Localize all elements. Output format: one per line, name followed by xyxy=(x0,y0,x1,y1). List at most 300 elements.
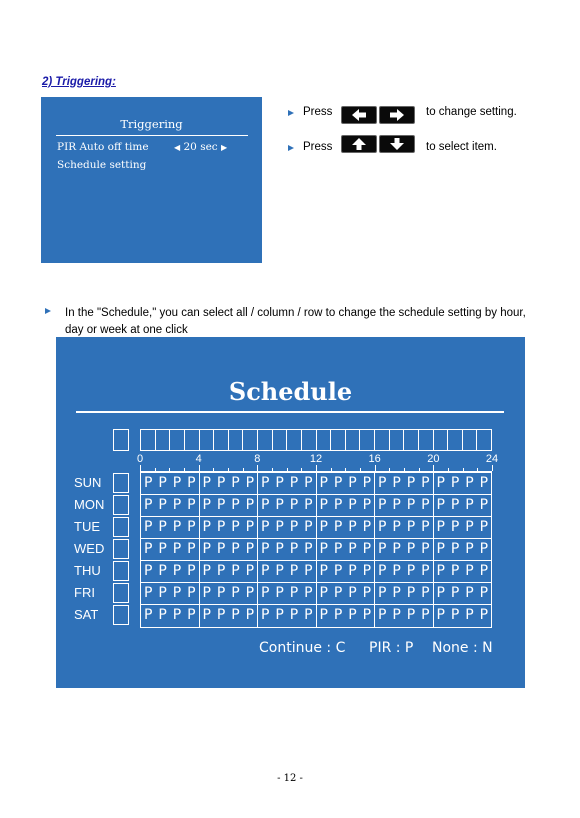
schedule-cell[interactable]: P xyxy=(143,519,153,535)
schedule-cell[interactable]: P xyxy=(245,497,255,513)
schedule-cell[interactable]: P xyxy=(406,563,416,579)
schedule-cell[interactable]: P xyxy=(304,475,313,491)
schedule-cell[interactable]: P xyxy=(275,497,284,513)
schedule-cell[interactable]: P xyxy=(289,541,299,557)
schedule-cell[interactable]: P xyxy=(158,475,167,491)
schedule-cell[interactable]: P xyxy=(436,497,445,513)
bullet-icon xyxy=(288,110,294,116)
schedule-cell[interactable]: P xyxy=(143,541,153,557)
schedule-cell[interactable]: P xyxy=(231,519,240,535)
schedule-cell[interactable]: P xyxy=(158,585,167,601)
day-row-selector[interactable] xyxy=(113,561,129,581)
schedule-cell[interactable]: P xyxy=(304,563,313,579)
hour-group xyxy=(141,583,200,604)
divider xyxy=(56,135,248,136)
schedule-cell[interactable]: P xyxy=(436,563,445,579)
hour-group xyxy=(317,473,376,494)
hour-column-box[interactable] xyxy=(404,430,419,450)
hour-column-selector[interactable] xyxy=(140,429,492,451)
schedule-cell[interactable]: P xyxy=(333,585,343,601)
schedule-cell[interactable]: P xyxy=(260,519,270,535)
schedule-cell[interactable]: P xyxy=(319,607,328,623)
schedule-cell[interactable]: P xyxy=(304,585,313,601)
schedule-cell[interactable]: P xyxy=(333,541,343,557)
select-item-text: to select item. xyxy=(426,141,497,153)
change-setting-text: to change setting. xyxy=(426,106,517,118)
schedule-cell[interactable]: P xyxy=(231,563,240,579)
day-row-selector[interactable] xyxy=(113,473,129,493)
schedule-cell[interactable]: P xyxy=(187,475,196,491)
schedule-cell[interactable]: P xyxy=(377,585,387,601)
schedule-cell[interactable]: P xyxy=(260,497,270,513)
right-arrow-icon: ▶ xyxy=(221,143,228,152)
schedule-cell[interactable]: P xyxy=(275,541,284,557)
schedule-cell[interactable]: P xyxy=(465,519,474,535)
hour-label: 16 xyxy=(368,453,381,465)
schedule-cell[interactable]: P xyxy=(319,519,328,535)
hour-column-box[interactable] xyxy=(214,430,229,450)
schedule-cell[interactable]: P xyxy=(245,563,255,579)
schedule-cell[interactable]: P xyxy=(436,475,445,491)
schedule-cell[interactable]: P xyxy=(406,497,416,513)
schedule-cell[interactable]: P xyxy=(465,607,474,623)
day-label: SAT xyxy=(74,607,99,622)
schedule-cell[interactable]: P xyxy=(421,563,430,579)
hour-column-box[interactable] xyxy=(375,430,390,450)
ruler-tick xyxy=(316,465,317,471)
schedule-cell[interactable]: P xyxy=(362,497,372,513)
hour-group xyxy=(317,561,376,582)
hour-group xyxy=(141,517,200,538)
hour-column-box[interactable] xyxy=(477,430,491,450)
schedule-cell[interactable]: P xyxy=(392,475,401,491)
schedule-cell[interactable]: P xyxy=(479,563,489,579)
schedule-cell[interactable]: P xyxy=(421,607,430,623)
hour-column-box[interactable] xyxy=(170,430,185,450)
schedule-cell[interactable]: P xyxy=(319,563,328,579)
schedule-cell[interactable]: P xyxy=(377,563,387,579)
day-row-selector[interactable] xyxy=(113,495,129,515)
hour-column-box[interactable] xyxy=(273,430,288,450)
triggering-menu-panel xyxy=(41,97,262,263)
schedule-cell[interactable]: P xyxy=(348,541,357,557)
schedule-cell[interactable]: P xyxy=(465,563,474,579)
ruler-tick xyxy=(257,465,258,471)
schedule-cell[interactable]: P xyxy=(333,607,343,623)
hour-group xyxy=(141,473,200,494)
schedule-cell[interactable]: P xyxy=(392,585,401,601)
ruler-tick xyxy=(287,468,288,471)
day-row-selector[interactable] xyxy=(113,539,129,559)
hour-group xyxy=(375,605,434,627)
ruler-tick xyxy=(331,468,332,471)
schedule-cell[interactable]: P xyxy=(172,519,182,535)
schedule-cell[interactable]: P xyxy=(479,541,489,557)
pir-auto-off-time-value[interactable]: ◀ 20 sec ▶ xyxy=(174,141,228,153)
hour-column-box[interactable] xyxy=(141,430,156,450)
schedule-row xyxy=(141,561,491,583)
ruler-tick xyxy=(213,468,214,471)
schedule-cell[interactable]: P xyxy=(377,607,387,623)
hour-group xyxy=(375,539,434,560)
schedule-cell[interactable]: P xyxy=(202,607,211,623)
schedule-cell[interactable]: P xyxy=(465,497,474,513)
hour-group xyxy=(141,495,200,516)
day-row-selector[interactable] xyxy=(113,517,129,537)
schedule-cell[interactable]: P xyxy=(333,497,343,513)
schedule-row xyxy=(141,473,491,495)
schedule-cell[interactable]: P xyxy=(421,475,430,491)
schedule-cell[interactable]: P xyxy=(436,541,445,557)
schedule-cell[interactable]: P xyxy=(333,563,343,579)
schedule-cell[interactable]: P xyxy=(275,607,284,623)
schedule-cell[interactable]: P xyxy=(319,497,328,513)
schedule-cell[interactable]: P xyxy=(450,497,460,513)
schedule-cell[interactable]: P xyxy=(392,497,401,513)
right-key-icon xyxy=(379,106,415,124)
schedule-cell[interactable]: P xyxy=(362,475,372,491)
hour-group xyxy=(434,539,492,560)
ruler-tick xyxy=(463,468,464,471)
hour-group xyxy=(434,561,492,582)
schedule-cell[interactable]: P xyxy=(348,475,357,491)
schedule-cell[interactable]: P xyxy=(304,541,313,557)
schedule-cell[interactable]: P xyxy=(260,475,270,491)
schedule-cell[interactable]: P xyxy=(216,519,226,535)
schedule-cell[interactable]: P xyxy=(216,541,226,557)
hour-label: 0 xyxy=(136,453,144,465)
hour-ruler xyxy=(140,465,492,472)
schedule-cell[interactable]: P xyxy=(172,607,182,623)
hour-group xyxy=(434,473,492,494)
schedule-cell[interactable]: P xyxy=(304,519,313,535)
schedule-row xyxy=(141,495,491,517)
schedule-cell[interactable]: P xyxy=(216,475,226,491)
schedule-cell[interactable]: P xyxy=(245,607,255,623)
hour-column-box[interactable] xyxy=(229,430,244,450)
schedule-cell[interactable]: P xyxy=(333,519,343,535)
schedule-cell[interactable]: P xyxy=(216,607,226,623)
hour-group xyxy=(258,605,317,627)
hour-column-box[interactable] xyxy=(302,430,317,450)
hour-group xyxy=(200,495,259,516)
schedule-cell[interactable]: P xyxy=(304,607,313,623)
hour-label: 8 xyxy=(254,453,261,465)
hour-column-box[interactable] xyxy=(419,430,434,450)
schedule-cell[interactable]: P xyxy=(436,519,445,535)
schedule-cell[interactable]: P xyxy=(421,519,430,535)
hour-column-box[interactable] xyxy=(346,430,361,450)
ruler-tick xyxy=(301,468,302,471)
hour-group xyxy=(200,539,259,560)
schedule-cell[interactable]: P xyxy=(260,585,270,601)
schedule-cell[interactable]: P xyxy=(362,519,372,535)
page-number: - 12 - xyxy=(277,773,303,784)
hour-group xyxy=(434,517,492,538)
day-row-selector[interactable] xyxy=(113,605,129,625)
schedule-row xyxy=(141,517,491,539)
schedule-cell[interactable]: P xyxy=(377,519,387,535)
hour-group xyxy=(258,539,317,560)
schedule-cell[interactable]: P xyxy=(479,497,489,513)
hour-group xyxy=(258,561,317,582)
hour-group xyxy=(200,473,259,494)
schedule-cell[interactable]: P xyxy=(216,585,226,601)
hour-group xyxy=(317,605,376,627)
ruler-tick xyxy=(345,468,346,471)
hour-column-box[interactable] xyxy=(360,430,375,450)
schedule-cell[interactable]: P xyxy=(202,585,211,601)
schedule-cell[interactable]: P xyxy=(377,541,387,557)
menu-item-pir-auto-off-time[interactable]: PIR Auto off time xyxy=(57,141,149,153)
schedule-cell[interactable]: P xyxy=(187,519,196,535)
schedule-cell[interactable]: P xyxy=(216,563,226,579)
hour-group xyxy=(258,495,317,516)
hour-group xyxy=(375,561,434,582)
schedule-cell[interactable]: P xyxy=(289,563,299,579)
legend-none: None : N xyxy=(432,640,493,656)
schedule-cell[interactable]: P xyxy=(187,563,196,579)
hour-group xyxy=(200,605,259,627)
schedule-cell[interactable]: P xyxy=(275,475,284,491)
ruler-tick xyxy=(492,465,493,471)
hour-group xyxy=(317,495,376,516)
hour-group xyxy=(200,583,259,604)
schedule-cell[interactable]: P xyxy=(202,519,211,535)
ruler-tick xyxy=(477,468,478,471)
schedule-cell[interactable]: P xyxy=(245,541,255,557)
schedule-cell[interactable]: P xyxy=(319,541,328,557)
schedule-cell[interactable]: P xyxy=(333,475,343,491)
hour-group xyxy=(141,539,200,560)
hour-column-box[interactable] xyxy=(185,430,200,450)
schedule-cell[interactable]: P xyxy=(479,475,489,491)
schedule-cell[interactable]: P xyxy=(406,519,416,535)
schedule-cell[interactable]: P xyxy=(377,497,387,513)
schedule-cell[interactable]: P xyxy=(275,585,284,601)
schedule-cell[interactable]: P xyxy=(187,541,196,557)
schedule-cell[interactable]: P xyxy=(348,563,357,579)
schedule-cell[interactable]: P xyxy=(158,519,167,535)
ruler-tick xyxy=(184,468,185,471)
hour-column-box[interactable] xyxy=(258,430,273,450)
schedule-cell[interactable]: P xyxy=(143,563,153,579)
ruler-tick xyxy=(243,468,244,471)
ruler-tick xyxy=(228,468,229,471)
schedule-cell[interactable]: P xyxy=(362,607,372,623)
day-label: SUN xyxy=(74,475,102,490)
schedule-cell[interactable]: P xyxy=(392,607,401,623)
schedule-cell[interactable]: P xyxy=(348,519,357,535)
hour-column-box[interactable] xyxy=(287,430,302,450)
schedule-cell[interactable]: P xyxy=(450,607,460,623)
schedule-cell[interactable]: P xyxy=(348,607,357,623)
section-title: 2) Triggering: xyxy=(42,76,116,88)
hour-group xyxy=(317,539,376,560)
schedule-cell[interactable]: P xyxy=(245,519,255,535)
press-label: Press xyxy=(303,106,333,118)
hour-column-box[interactable] xyxy=(317,430,332,450)
schedule-cell[interactable]: P xyxy=(304,497,313,513)
schedule-cell[interactable]: P xyxy=(275,563,284,579)
hour-label: 12 xyxy=(309,453,323,465)
day-label: THU xyxy=(74,563,101,578)
left-key-icon xyxy=(341,106,377,124)
ruler-tick xyxy=(140,465,141,471)
schedule-cell[interactable]: P xyxy=(450,475,460,491)
menu-item-schedule-setting[interactable]: Schedule setting xyxy=(57,159,147,171)
schedule-cell[interactable]: P xyxy=(289,585,299,601)
schedule-cell[interactable]: P xyxy=(231,607,240,623)
ruler-tick xyxy=(155,468,156,471)
hour-group xyxy=(200,561,259,582)
hour-column-box[interactable] xyxy=(243,430,258,450)
schedule-cell[interactable]: P xyxy=(406,541,416,557)
up-down-keys xyxy=(341,135,415,153)
ruler-tick xyxy=(360,468,361,471)
ruler-tick xyxy=(448,468,449,471)
hour-group xyxy=(317,517,376,538)
hour-group xyxy=(258,583,317,604)
schedule-cell[interactable]: P xyxy=(187,607,196,623)
schedule-cell[interactable]: P xyxy=(319,585,328,601)
schedule-cell[interactable]: P xyxy=(231,541,240,557)
hour-group xyxy=(434,605,492,627)
schedule-cell[interactable]: P xyxy=(392,563,401,579)
schedule-cell[interactable]: P xyxy=(172,475,182,491)
bullet-icon xyxy=(45,308,51,314)
schedule-row xyxy=(141,539,491,561)
schedule-cell[interactable]: P xyxy=(245,475,255,491)
left-right-keys xyxy=(341,106,415,124)
schedule-cell[interactable]: P xyxy=(289,607,299,623)
ruler-tick xyxy=(389,468,390,471)
schedule-cell[interactable]: P xyxy=(450,563,460,579)
hour-column-box[interactable] xyxy=(463,430,478,450)
schedule-cell[interactable]: P xyxy=(465,585,474,601)
ruler-tick xyxy=(404,468,405,471)
hour-group xyxy=(375,473,434,494)
schedule-cell[interactable]: P xyxy=(260,541,270,557)
hour-group xyxy=(375,583,434,604)
hour-label: 4 xyxy=(195,453,202,465)
schedule-cell[interactable]: P xyxy=(362,563,372,579)
schedule-cell[interactable]: P xyxy=(421,497,430,513)
schedule-cell[interactable]: P xyxy=(158,607,167,623)
hour-group xyxy=(141,561,200,582)
schedule-cell[interactable]: P xyxy=(450,519,460,535)
schedule-cell[interactable]: P xyxy=(158,541,167,557)
schedule-cell[interactable]: P xyxy=(348,585,357,601)
hour-group xyxy=(141,605,200,627)
schedule-cell[interactable]: P xyxy=(479,519,489,535)
press-label: Press xyxy=(303,141,333,153)
hour-column-box[interactable] xyxy=(448,430,463,450)
schedule-cell[interactable]: P xyxy=(362,585,372,601)
hour-column-box[interactable] xyxy=(434,430,449,450)
schedule-cell[interactable]: P xyxy=(158,563,167,579)
schedule-cell[interactable]: P xyxy=(143,607,153,623)
schedule-cell[interactable]: P xyxy=(187,585,196,601)
schedule-cell[interactable]: P xyxy=(289,475,299,491)
schedule-cell[interactable]: P xyxy=(436,585,445,601)
schedule-cell[interactable]: P xyxy=(392,519,401,535)
schedule-cell[interactable]: P xyxy=(450,585,460,601)
hour-group xyxy=(434,583,492,604)
schedule-cell[interactable]: P xyxy=(172,541,182,557)
schedule-cell[interactable]: P xyxy=(406,607,416,623)
schedule-cell[interactable]: P xyxy=(231,475,240,491)
schedule-cell[interactable]: P xyxy=(202,541,211,557)
schedule-cell[interactable]: P xyxy=(245,585,255,601)
schedule-cell[interactable]: P xyxy=(187,497,196,513)
schedule-row xyxy=(141,605,491,627)
select-all-box[interactable] xyxy=(113,429,129,451)
schedule-cell[interactable]: P xyxy=(275,519,284,535)
hour-column-box[interactable] xyxy=(200,430,215,450)
schedule-grid[interactable] xyxy=(140,472,492,628)
hour-column-box[interactable] xyxy=(331,430,346,450)
hour-column-box[interactable] xyxy=(390,430,405,450)
schedule-cell[interactable]: P xyxy=(202,563,211,579)
bullet-icon xyxy=(288,145,294,151)
schedule-cell[interactable]: P xyxy=(260,607,270,623)
schedule-cell[interactable]: P xyxy=(348,497,357,513)
schedule-cell[interactable]: P xyxy=(143,497,153,513)
schedule-cell[interactable]: P xyxy=(465,541,474,557)
schedule-cell[interactable]: P xyxy=(406,475,416,491)
schedule-cell[interactable]: P xyxy=(158,497,167,513)
schedule-cell[interactable]: P xyxy=(479,585,489,601)
schedule-cell[interactable]: P xyxy=(202,497,211,513)
schedule-cell[interactable]: P xyxy=(216,497,226,513)
schedule-cell[interactable]: P xyxy=(143,475,153,491)
schedule-cell[interactable]: P xyxy=(450,541,460,557)
hour-group xyxy=(200,517,259,538)
schedule-cell[interactable]: P xyxy=(421,585,430,601)
schedule-cell[interactable]: P xyxy=(436,607,445,623)
schedule-cell[interactable]: P xyxy=(421,541,430,557)
schedule-cell[interactable]: P xyxy=(319,475,328,491)
schedule-cell[interactable]: P xyxy=(143,585,153,601)
left-arrow-icon: ◀ xyxy=(174,143,181,152)
schedule-cell[interactable]: P xyxy=(202,475,211,491)
schedule-cell[interactable]: P xyxy=(172,563,182,579)
schedule-cell[interactable]: P xyxy=(289,519,299,535)
schedule-cell[interactable]: P xyxy=(362,541,372,557)
schedule-cell[interactable]: P xyxy=(465,475,474,491)
schedule-cell[interactable]: P xyxy=(231,497,240,513)
schedule-cell[interactable]: P xyxy=(392,541,401,557)
schedule-cell[interactable]: P xyxy=(406,585,416,601)
schedule-cell[interactable]: P xyxy=(231,585,240,601)
schedule-cell[interactable]: P xyxy=(289,497,299,513)
ruler-tick xyxy=(272,468,273,471)
ruler-tick xyxy=(433,465,434,471)
schedule-row xyxy=(141,583,491,605)
schedule-panel xyxy=(56,337,525,688)
day-row-selector[interactable] xyxy=(113,583,129,603)
hour-group xyxy=(258,473,317,494)
hour-column-box[interactable] xyxy=(156,430,171,450)
schedule-cell[interactable]: P xyxy=(377,475,387,491)
schedule-cell[interactable]: P xyxy=(260,563,270,579)
schedule-title: Schedule xyxy=(228,377,353,406)
schedule-cell[interactable]: P xyxy=(172,585,182,601)
schedule-cell[interactable]: P xyxy=(172,497,182,513)
schedule-cell[interactable]: P xyxy=(479,607,489,623)
ruler-tick xyxy=(199,465,200,471)
